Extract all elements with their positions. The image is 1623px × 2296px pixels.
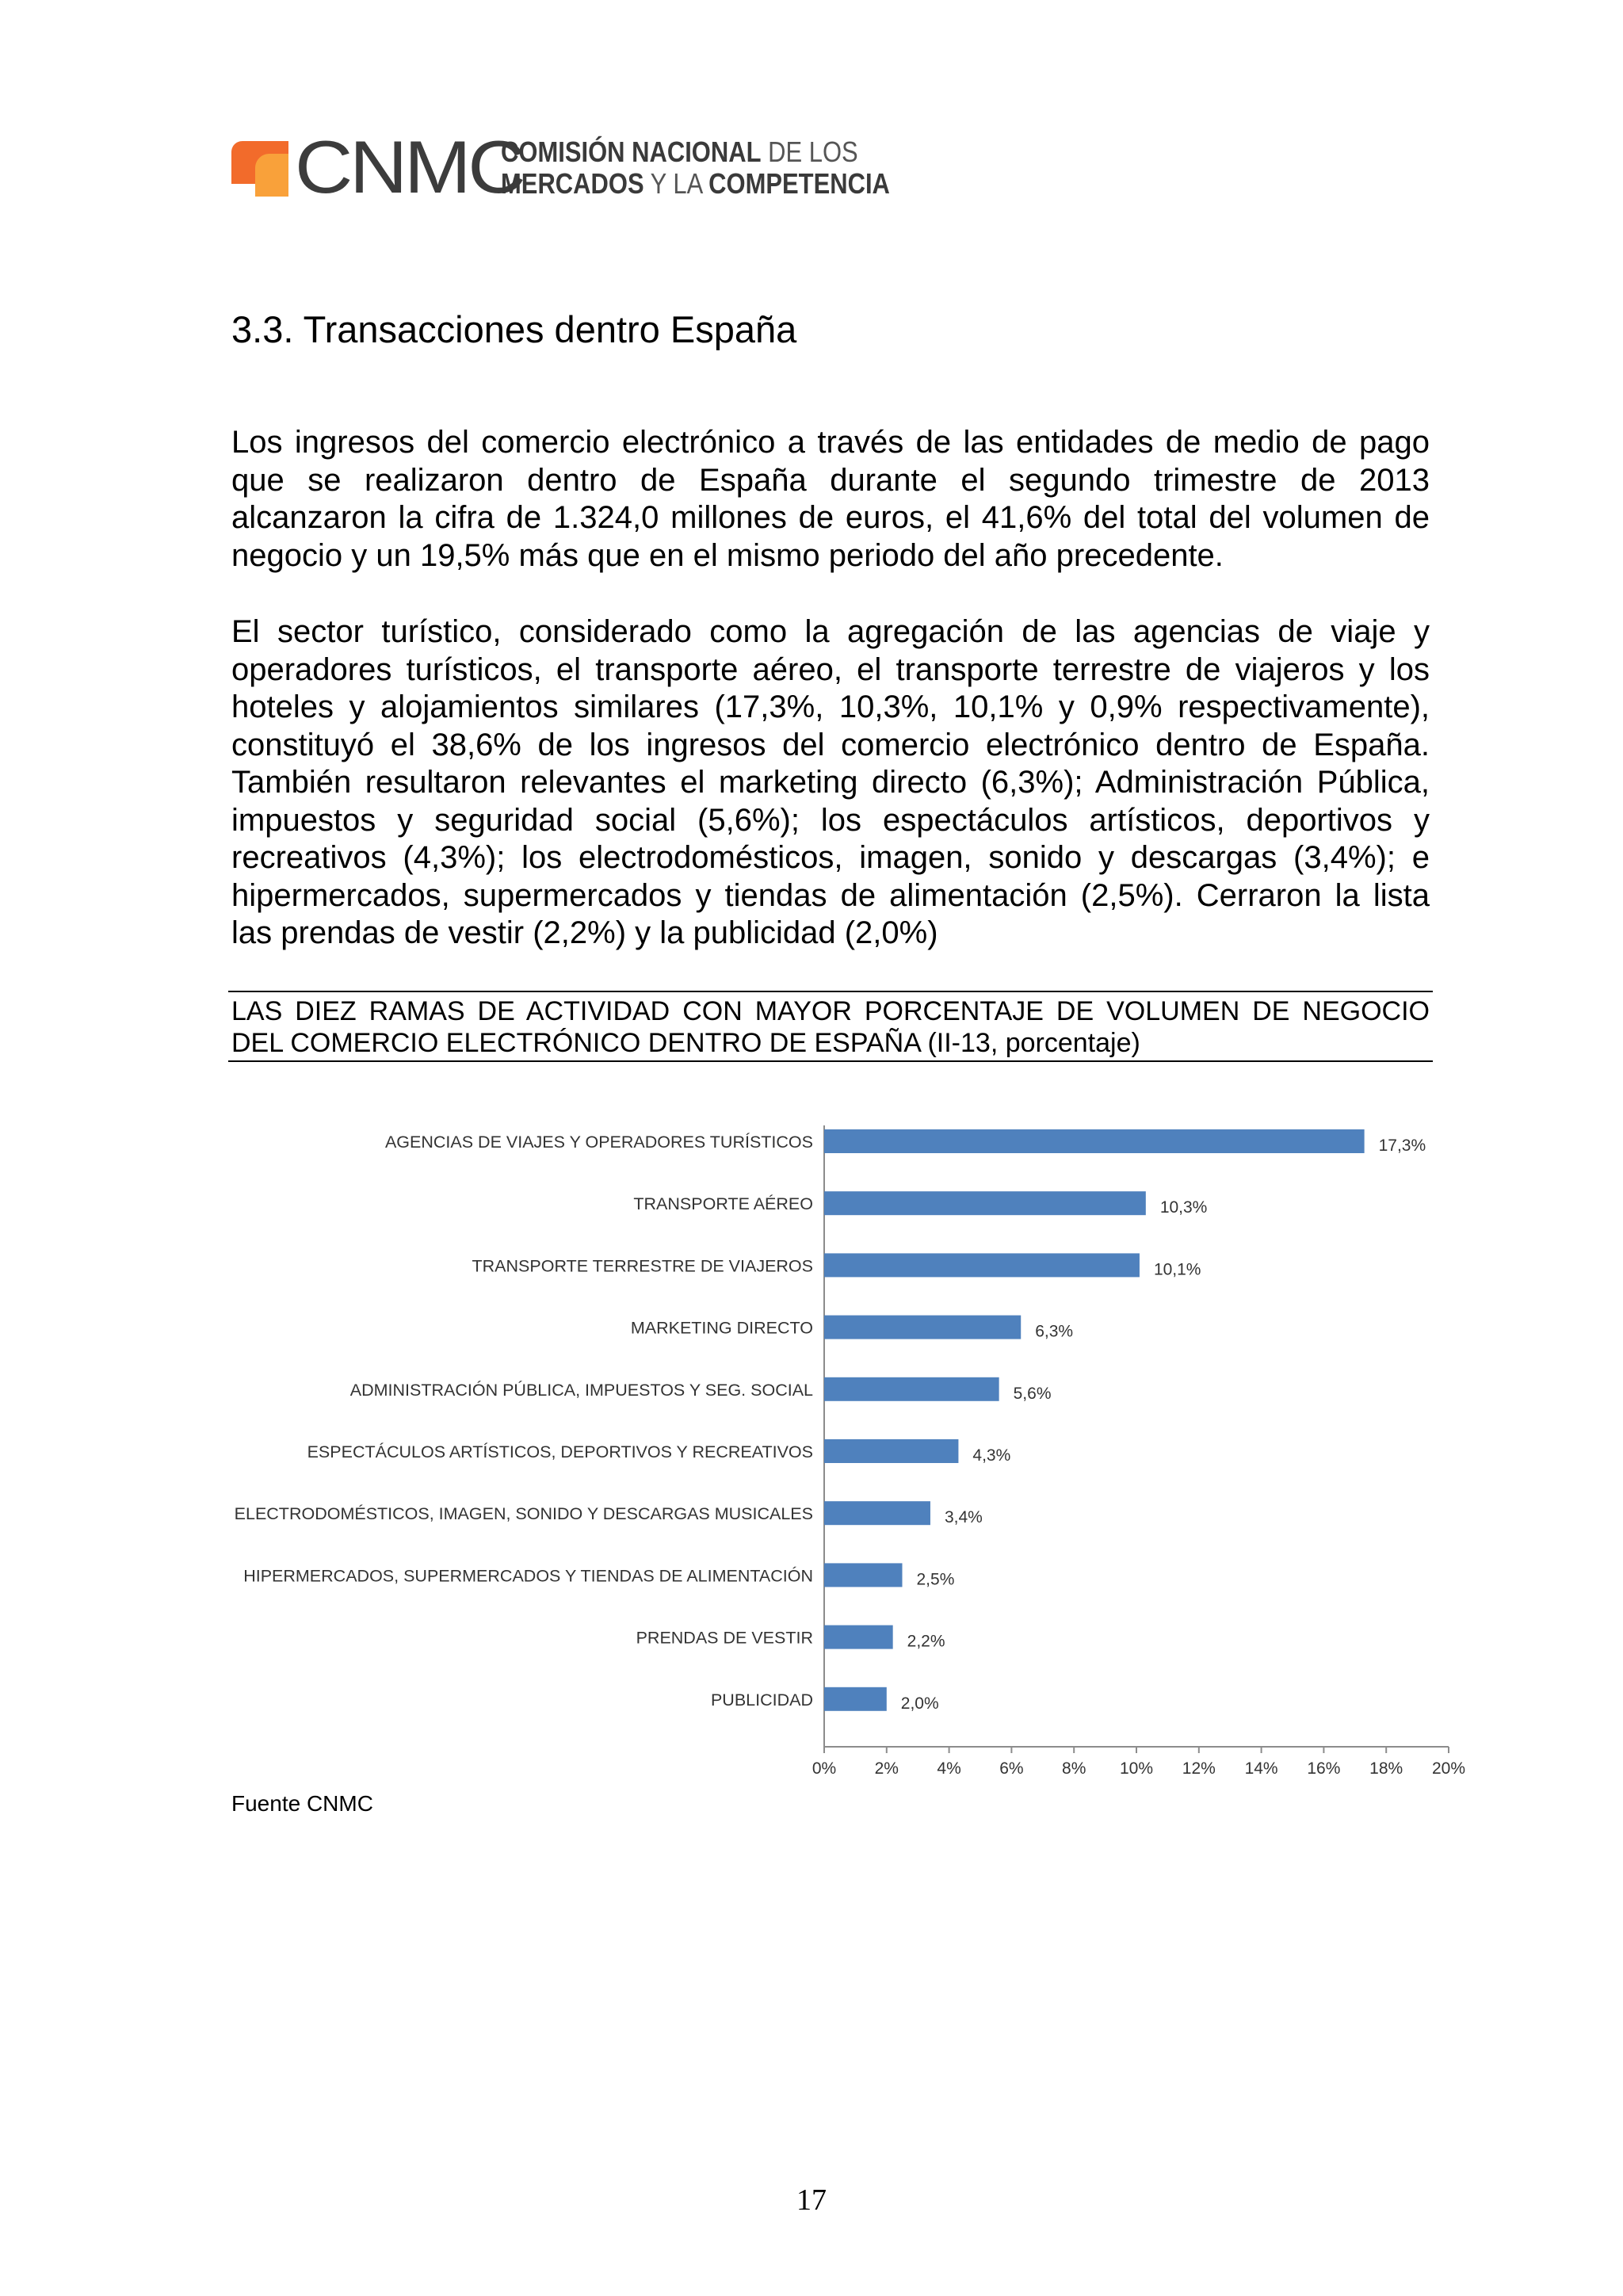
category-label: AGENCIAS DE VIAJES Y OPERADORES TURÍSTICOS (384, 1133, 813, 1152)
category-label: PUBLICIDAD (710, 1690, 813, 1710)
source-note: Fuente CNMC (231, 1791, 373, 1816)
bar (824, 1439, 958, 1463)
logo-line1-light: DE LOS (768, 136, 858, 168)
logo-line2-bold2: COMPETENCIA (708, 167, 890, 200)
x-tick-label: 8% (1062, 1759, 1086, 1778)
value-label: 2,5% (916, 1570, 955, 1589)
x-tick-label: 4% (937, 1759, 961, 1778)
bar (824, 1687, 887, 1711)
category-label: MARKETING DIRECTO (630, 1318, 813, 1338)
value-label: 4,3% (972, 1446, 1011, 1465)
bar (824, 1377, 999, 1401)
value-label: 10,3% (1159, 1198, 1208, 1217)
x-tick-label: 14% (1244, 1759, 1278, 1778)
category-label: TRANSPORTE TERRESTRE DE VIAJEROS (472, 1256, 813, 1276)
cnmc-logo (231, 125, 890, 208)
x-tick-label: 6% (999, 1759, 1024, 1778)
bar (824, 1129, 1365, 1153)
cnmc-logo-mark-icon (231, 141, 288, 197)
bar (824, 1626, 893, 1649)
x-tick-label: 20% (1431, 1759, 1466, 1778)
figure-title: LAS DIEZ RAMAS DE ACTIVIDAD CON MAYOR PORCENTAJE DE VOLUMEN DE NEGOCIO DEL COMERCIO ELECTRÓNICO DENTRO DE ESPAÑA (II-13, porcentaje) (228, 991, 1433, 1062)
section-title: 3.3. Transacciones dentro España (231, 308, 797, 350)
x-tick-label: 0% (812, 1759, 837, 1778)
value-label: 6,3% (1035, 1322, 1074, 1341)
logo-name-line-1 (501, 138, 858, 166)
paragraph-1: Los ingresos del comercio electrónico a través de las entidades de medio de pago que se realizaron dentro de España durante el segundo trimestre de 2013 alcanzaron la cifra de 1.324,0 millones de euros, el 41,6% del total del volumen de negocio y un 19,5% más que en el mismo periodo del año precedente. (231, 425, 1430, 573)
logo-name-line-2 (501, 167, 890, 200)
category-label: HIPERMERCADOS, SUPERMERCADOS Y TIENDAS DE ALIMENTACIÓN (243, 1566, 813, 1586)
x-tick-label: 16% (1307, 1759, 1341, 1778)
bar (824, 1501, 930, 1525)
value-label: 17,3% (1378, 1137, 1426, 1155)
category-label: ELECTRODOMÉSTICOS, IMAGEN, SONIDO Y DESCARGAS MUSICALES (234, 1504, 813, 1524)
logo-line2-bold: MERCADOS (501, 167, 644, 200)
bar (824, 1563, 903, 1587)
logo-line1-bold: COMISIÓN NACIONAL (501, 136, 762, 168)
category-label: ADMINISTRACIÓN PÚBLICA, IMPUESTOS Y SEG. SOCIAL (349, 1380, 813, 1400)
category-label: TRANSPORTE AÉREO (633, 1194, 813, 1214)
paragraph-2: El sector turístico, considerado como la agregación de las agencias de viaje y operadores turísticos, el transporte aéreo, el transporte terrestre de viajeros y los hoteles y alojamientos similares (17,3%, 10,3%, 10,1% y 0,9% respectivamente), constituyó el 38,6% de los ingresos del comercio electrónico dentro de España. También resultaron relevantes el marketing directo (6,3%); Administración Pública, impuestos y seguridad social (5,6%); los espectáculos artísticos, deportivos y recreativos (4,3%); los electrodomésticos, imagen, sonido y descargas (3,4%); e hipermercados, supermercados y tiendas de alimentación (2,5%). Cerraron la lista las prendas de vestir (2,2%) y la publicidad (2,0%) (231, 614, 1430, 950)
value-label: 3,4% (944, 1508, 983, 1527)
value-label: 2,2% (907, 1632, 945, 1651)
x-tick-label: 18% (1369, 1759, 1403, 1778)
x-tick-label: 2% (874, 1759, 899, 1778)
value-label: 2,0% (900, 1694, 939, 1713)
x-tick-label: 10% (1119, 1759, 1154, 1778)
bar (824, 1316, 1021, 1339)
bar (824, 1253, 1140, 1277)
logo-line2-light: Y LA (650, 167, 702, 200)
logo-acronym: CNMC (295, 125, 523, 208)
value-label: 5,6% (1013, 1384, 1052, 1403)
category-label: ESPECTÁCULOS ARTÍSTICOS, DEPORTIVOS Y RECREATIVOS (307, 1442, 813, 1461)
bar (824, 1191, 1146, 1215)
value-label: 10,1% (1153, 1260, 1201, 1279)
x-tick-label: 12% (1182, 1759, 1216, 1778)
page-number: 17 (796, 2183, 827, 2217)
category-label: PRENDAS DE VESTIR (636, 1628, 813, 1648)
bar-chart (222, 1110, 1474, 1778)
